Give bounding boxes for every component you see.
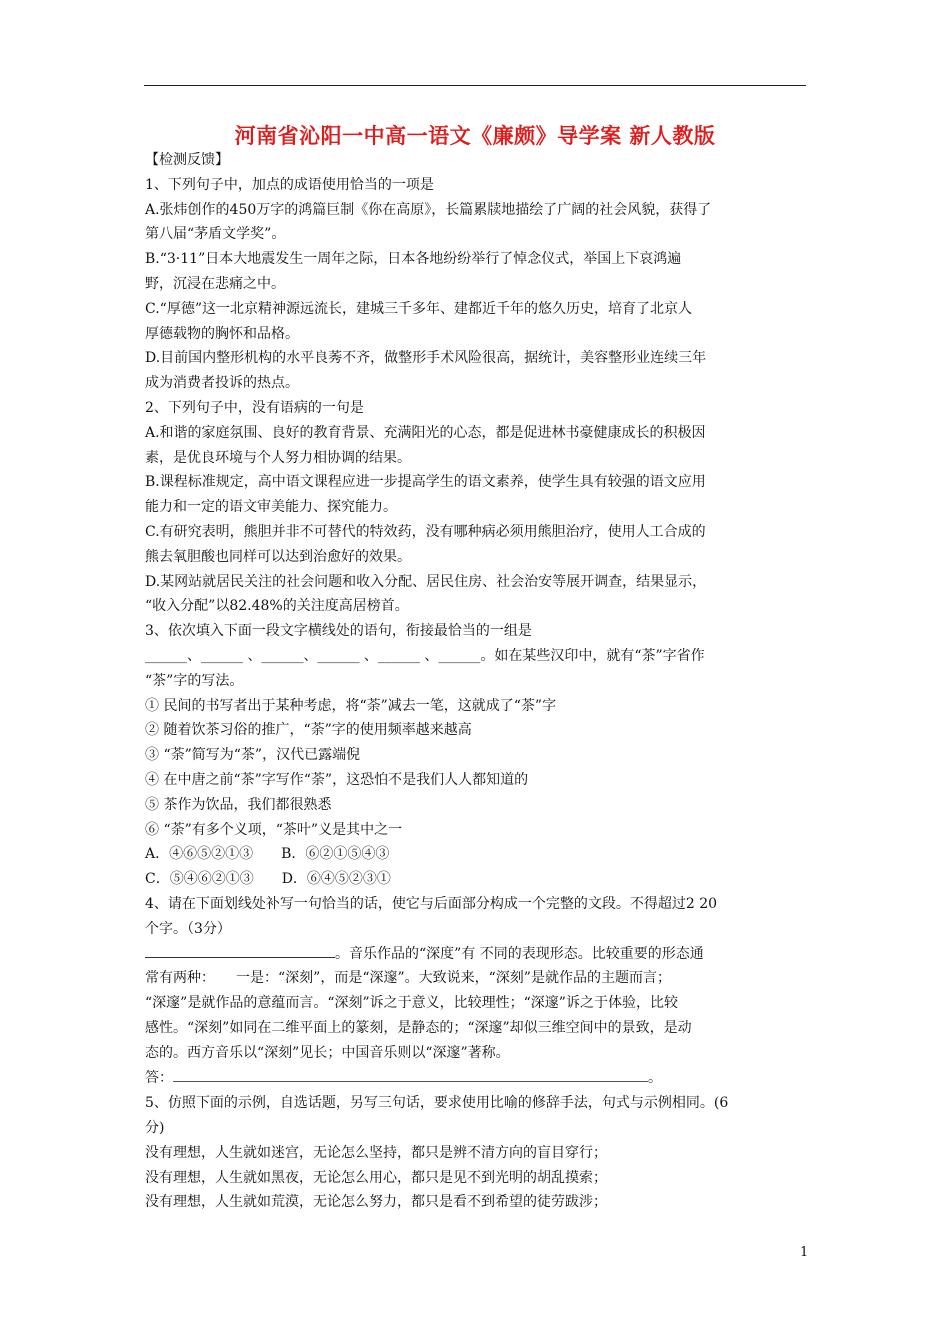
- blanks-line-2: “茶”字的写法。: [145, 672, 244, 689]
- answer-end: 。: [648, 1070, 662, 1087]
- passage-line1: [145, 942, 807, 967]
- question-stem: 2、下列句子中，没有语病的一句是: [145, 399, 364, 416]
- option-c-line1: C.“厚德”这一北京精神源远流长，建城三千多年、建都近千年的悠久历史，培育了北京人: [145, 300, 692, 317]
- sentence-item: ⑤ 茶作为饮品，我们都很熟悉: [145, 796, 332, 813]
- header-rule: [144, 85, 806, 86]
- example-line: 没有理想，人生就如荒漠，无论怎么努力，都只是看不到希望的徒劳跋涉；: [145, 1194, 607, 1211]
- sentence-item: ③ “荼”简写为“茶”，汉代已露端倪: [145, 747, 361, 764]
- sentence-item: ④ 在中唐之前“茶”字写作“荼”，这恐怕不是我们人人都知道的: [145, 771, 529, 788]
- question-stem-line2: 个字。（3分）: [145, 920, 231, 937]
- question-stem-line1: 5、仿照下面的示例，自选话题，另写三句话，要求使用比喻的修辞手法，句式与示例相同。(6: [145, 1095, 729, 1112]
- passage-line3: “深邃”是就作品的意蕴而言。“深刻”诉之于意义，比较理性；“深邃”诉之于体验，比较: [145, 995, 678, 1012]
- option-c-line2: 熊去氧胆酸也同样可以达到治愈好的效果。: [145, 548, 411, 565]
- option-c-line2: 厚德载物的胸怀和品格。: [145, 325, 299, 342]
- page-number: 1: [800, 1245, 809, 1260]
- option-d-line2: “收入分配”以82.48%的关注度高居榜首。: [145, 598, 409, 615]
- sentence-item: ⑥ “荼”有多个义项，“茶叶”义是其中之一: [145, 821, 403, 838]
- blanks-line: ______、______ 、______、______ 、______ 、______。如在某些汉印中，就有“茶”字省作: [145, 647, 705, 664]
- option-b-line2: 野，沉浸在悲痛之中。: [145, 275, 285, 292]
- passage-text: 。音乐作品的“深度”有 不同的表现形态。比较重要的形态通: [335, 945, 704, 962]
- option-a-line1: A.张炜创作的450万字的鸿篇巨制《你在高原》，长篇累牍地描绘了广阔的社会风貌，获得了: [145, 201, 712, 218]
- fill-blank: [145, 943, 335, 958]
- question-4: [145, 892, 807, 1091]
- question-1: [145, 173, 807, 396]
- answer-label: 答：: [145, 1070, 173, 1087]
- option-a-line2: 素，是优良环境与个人努力相协调的结果。: [145, 449, 411, 466]
- option-a-line1: A.和谐的家庭氛围、良好的教育背景、充满阳光的心态，都是促进林书豪健康成长的积极因: [145, 424, 706, 441]
- option-b-line1: B.课程标准规定，高中语文课程应进一步提高学生的语文素养，使学生具有较强的语文应用: [145, 474, 706, 491]
- page-title: 河南省沁阳一中高一语文《廉颇》导学案 新人教版: [234, 124, 716, 148]
- option-b-line1: B.“3·11”日本大地震发生一周年之际，日本各地纷纷举行了悼念仪式，举国上下哀鸿遍: [145, 251, 682, 268]
- sentence-item: ② 随着饮茶习俗的推广，“荼”字的使用频率越来越高: [145, 722, 472, 739]
- passage-line2: 常有两种： 一是：“深刻”，而是“深邃”。大致说来，“深刻”是就作品的主题而言；: [145, 970, 671, 987]
- question-5: [145, 1091, 807, 1215]
- option-d-line2: 成为消费者投诉的热点。: [145, 375, 299, 392]
- question-2: [145, 396, 807, 619]
- option-d-line1: D.某网站就居民关注的社会问题和收入分配、居民住房、社会治安等展开调查，结果显示，: [145, 573, 707, 590]
- options-cd: C．⑤④⑥②①③ D．⑥④⑤②③①: [145, 871, 391, 888]
- options-ab: A．④⑥⑤②①③ B．⑥②①⑤④③: [145, 846, 390, 863]
- document-body: [145, 148, 807, 1215]
- option-a-line2: 第八届“茅盾文学奖”。: [145, 226, 286, 243]
- passage-line5: 态的。西方音乐以“深刻”见长；中国音乐则以“深邃”著称。: [145, 1044, 510, 1061]
- question-stem: 3、依次填入下面一段文字横线处的语句，衔接最恰当的一组是: [145, 623, 532, 640]
- option-d-line1: D.目前国内整形机构的水平良莠不齐，做整形手术风险很高，据统计，美容整形业连续三年: [145, 350, 707, 367]
- passage-line4: 感性。“深刻”如同在二维平面上的篆刻，是静态的；“深邃”却似三维空间中的景致，是动: [145, 1019, 692, 1036]
- example-line: 没有理想，人生就如迷宫，无论怎么坚持，都只是辨不清方向的盲目穿行；: [145, 1144, 607, 1161]
- option-c-line1: C.有研究表明，熊胆并非不可替代的特效药，没有哪种病必须用熊胆治疗，使用人工合成的: [145, 523, 706, 540]
- example-line: 没有理想，人生就如黑夜，无论怎么用心，都只是见不到光明的胡乱摸索；: [145, 1169, 607, 1186]
- answer-blank: [173, 1065, 648, 1082]
- question-stem-line2: 分): [145, 1120, 165, 1137]
- question-3: [145, 619, 807, 892]
- section-heading: 【检测反馈】: [145, 152, 229, 168]
- option-b-line2: 能力和一定的语文审美能力、探究能力。: [145, 499, 397, 516]
- sentence-item: ① 民间的书写者出于某种考虑，将“荼”减去一笔，这就成了“茶”字: [145, 697, 557, 714]
- answer-line: [145, 1065, 807, 1091]
- question-stem-line1: 4、请在下面划线处补写一句恰当的话，使它与后面部分构成一个完整的文段。不得超过2 20: [145, 895, 718, 912]
- question-stem: 1、下列句子中，加点的成语使用恰当的一项是: [145, 176, 434, 193]
